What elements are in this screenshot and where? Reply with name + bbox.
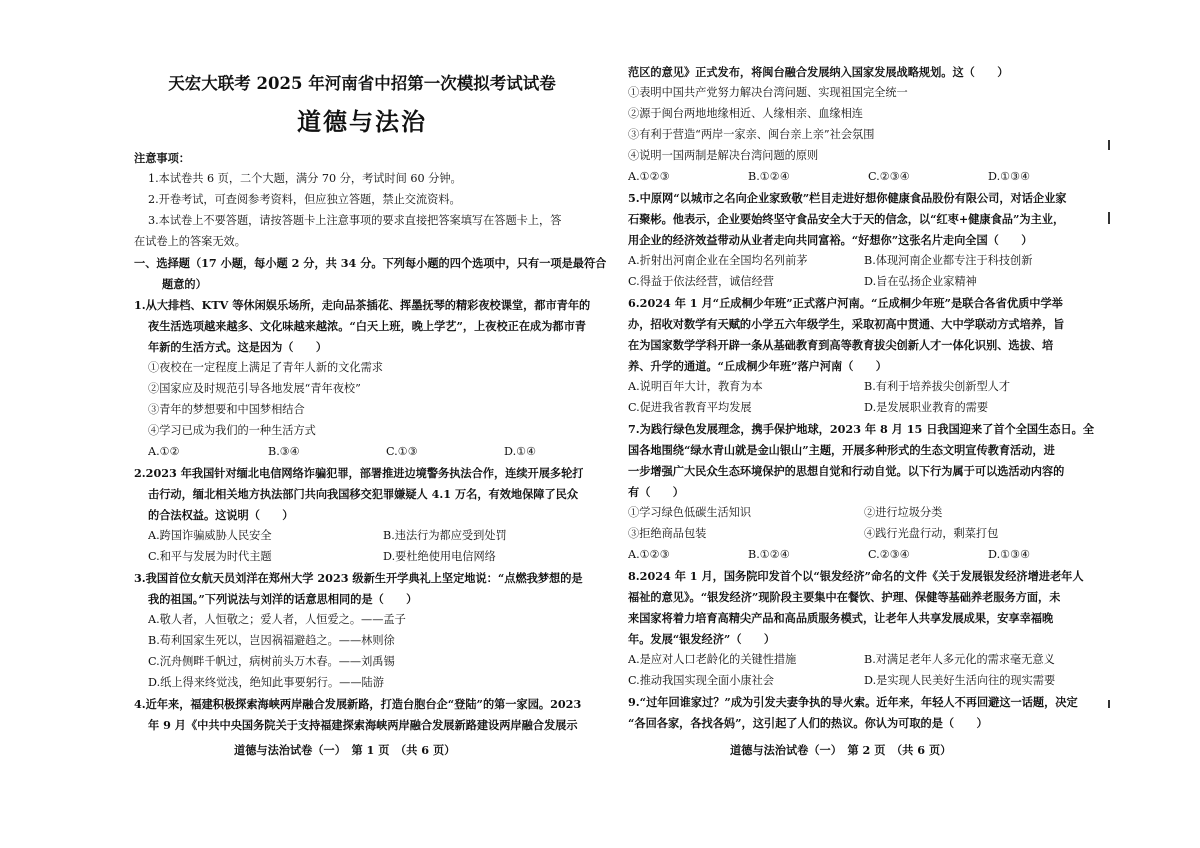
q1-option-b: B.③④ xyxy=(268,445,300,458)
q4-stem-cont: 范区的意见》正式发布，将闽台融合发展纳入国家发展战略规划。这（ ） xyxy=(628,65,1009,79)
q1-options xyxy=(148,442,588,462)
q6-stem: 在为国家数学学科开辟一条从基础教育到高等教育拔尖创新人才一体化识别、选拔、培 xyxy=(628,338,1054,352)
left-page xyxy=(134,58,607,838)
section-heading: 一、选择题（17 小题，每小题 2 分，共 34 分。下列每小题的四个选项中，只有一项是最符合 xyxy=(134,256,607,270)
q8-options-row xyxy=(628,671,1088,691)
q7-stem: 有（ ） xyxy=(628,485,684,499)
page-footer: 道德与法治试卷（一） 第 2 页 （共 6 页） xyxy=(730,743,952,757)
q8-option-d: D.是实现人民美好生活向往的现实需要 xyxy=(864,674,1056,687)
q2-stem: 2.2023 年我国针对缅北电信网络诈骗犯罪，部署推进边境警务执法合作，连续开展多轮打 xyxy=(134,466,584,480)
q3-stem: 3.我国首位女航天员刘洋在郑州大学 2023 级新生开学典礼上坚定地说：“点燃我梦想的是 xyxy=(134,571,583,585)
q6-options-row xyxy=(628,398,1088,418)
q8-stem: 来国家将着力培育高精尖产品和高品质服务模式，让老年人共享发展成果，安享幸福晚 xyxy=(628,611,1054,625)
q5-option-c: C.得益于依法经营，诚信经营 xyxy=(628,275,774,288)
q3-option-c: C.沉舟侧畔千帆过，病树前头万木春。——刘禹锡 xyxy=(148,655,395,668)
q3-option-b: B.苟利国家生死以，岂因祸福避趋之。——林则徐 xyxy=(148,634,395,647)
q4-stem: 4.近年来，福建积极探索海峡两岸融合发展新路，打造台胞台企“登陆”的第一家园。2023 xyxy=(134,697,582,711)
q3-option-a: A.敬人者，人恒敬之；爱人者，人恒爱之。——孟子 xyxy=(148,613,406,626)
q5-options-row xyxy=(628,272,1088,292)
q1-item: ④学习已成为我们的一种生活方式 xyxy=(148,424,316,437)
q8-options-row xyxy=(628,650,1088,670)
q7-items-row xyxy=(628,503,1088,523)
note-line: 3.本试卷上不要答题，请按答题卡上注意事项的要求直接把答案填写在答题卡上，答 xyxy=(148,214,562,227)
q8-option-c: C.推动我国实现全面小康社会 xyxy=(628,674,774,687)
q1-stem: 1.从大排档、KTV 等休闲娱乐场所，走向品茶插花、挥墨抚琴的精彩夜校课堂，都市青年的 xyxy=(134,298,591,312)
q8-option-b: B.对满足老年人多元化的需求毫无意义 xyxy=(864,653,1055,666)
q3-option-d: D.纸上得来终觉浅，绝知此事要躬行。——陆游 xyxy=(148,676,384,689)
exam-title: 天宏大联考 2025 年河南省中招第一次模拟考试试卷 xyxy=(168,74,556,93)
q2-options-row xyxy=(148,547,588,567)
q2-option-a: A.跨国诈骗威胁人民安全 xyxy=(148,529,272,542)
q5-option-a: A.折射出河南企业在全国均名列前茅 xyxy=(628,254,808,267)
q4-item: ④说明一国两制是解决台湾问题的原则 xyxy=(628,149,819,162)
q6-options-row xyxy=(628,377,1088,397)
q8-stem: 8.2024 年 1 月，国务院印发首个以“银发经济”命名的文件《关于发展银发经济增进老年人 xyxy=(628,569,1084,583)
q5-stem: 石聚彬。他表示，企业要始终坚守食品安全大于天的信念，以“红枣+健康食品”为主业， xyxy=(628,212,1065,226)
note-line: 在试卷上的答案无效。 xyxy=(134,235,246,248)
q1-item: ③青年的梦想要和中国梦相结合 xyxy=(148,403,305,416)
note-line: 1.本试卷共 6 页，二个大题，满分 70 分，考试时间 60 分钟。 xyxy=(148,172,462,185)
q5-option-d: D.旨在弘扬企业家精神 xyxy=(864,275,977,288)
section-heading: 题意的） xyxy=(162,277,207,291)
q1-stem: 夜生活选项越来越多、文化味越来越浓。“白天上班，晚上学艺”，上夜校正在成为都市青 xyxy=(148,319,586,333)
q1-option-c: C.①③ xyxy=(386,445,418,458)
q1-option-d: D.①④ xyxy=(504,445,537,458)
q8-stem: 福祉的意见》。“银发经济”现阶段主要集中在餐饮、护理、保健等基础养老服务方面，未 xyxy=(628,590,1061,604)
q9-stem: “各回各家，各找各妈”，这引起了人们的热议。你认为可取的是（ ） xyxy=(628,716,988,730)
q4-item: ②源于闽台两地地缘相近、人缘相亲、血缘相连 xyxy=(628,107,863,120)
q4-stem: 年 9 月《中共中央国务院关于支持福建探索海峡两岸融合发展新路建设两岸融合发展示 xyxy=(148,718,578,732)
q7-option-b: B.①②④ xyxy=(748,548,790,561)
q1-option-a: A.①② xyxy=(148,445,180,458)
notes-heading: 注意事项： xyxy=(134,151,190,165)
q1-item: ②国家应及时规范引导各地发展“青年夜校” xyxy=(148,382,361,395)
q5-options-row xyxy=(628,251,1088,271)
q8-option-a: A.是应对人口老龄化的关键性措施 xyxy=(628,653,797,666)
q5-stem: 5.中原网“以城市之名向企业家致敬”栏目走进好想你健康食品股份有限公司，对话企业家 xyxy=(628,191,1067,205)
q2-option-b: B.违法行为都应受到处罚 xyxy=(383,529,507,542)
q2-options-row xyxy=(148,526,588,546)
q9-stem: 9.“过年回谁家过？”成为引发夫妻争执的导火索。近年来，年轻人不再回避这一话题，决定 xyxy=(628,695,1078,709)
q2-option-d: D.要杜绝使用电信网络 xyxy=(383,550,496,563)
scan-mark xyxy=(1108,700,1110,708)
note-line: 2.开卷考试，可查阅参考资料，但应独立答题，禁止交流资料。 xyxy=(148,193,461,206)
q7-option-a: A.①②③ xyxy=(628,548,670,561)
q4-options xyxy=(628,167,1088,187)
q4-item: ③有利于营造“两岸一家亲、闽台亲上亲”社会氛围 xyxy=(628,128,875,141)
q2-stem: 击行动，缅北相关地方执法部门共向我国移交犯罪嫌疑人 4.1 万名，有效地保障了民众 xyxy=(148,487,579,501)
q8-stem: 年。发展“银发经济”（ ） xyxy=(628,632,776,646)
q7-item: ②进行垃圾分类 xyxy=(864,506,943,519)
q6-stem: 养、升学的通道。“丘成桐少年班”落户河南（ ） xyxy=(628,359,887,373)
q4-option-a: A.①②③ xyxy=(628,170,670,183)
q1-stem: 年新的生活方式。这是因为（ ） xyxy=(148,340,328,354)
q5-stem: 用企业的经济效益带动从业者走向共同富裕。“好想你”这张名片走向全国（ ） xyxy=(628,233,1033,247)
q4-item: ①表明中国共产党努力解决台湾问题、实现祖国完全统一 xyxy=(628,86,908,99)
q2-option-c: C.和平与发展为时代主题 xyxy=(148,550,272,563)
q1-item: ①夜校在一定程度上满足了青年人新的文化需求 xyxy=(148,361,383,374)
q2-stem: 的合法权益。这说明（ ） xyxy=(148,508,294,522)
q4-option-d: D.①③④ xyxy=(988,170,1031,183)
q7-stem: 一步增强广大民众生态环境保护的思想自觉和行动自觉。以下行为属于可以选活动内容的 xyxy=(628,464,1065,478)
right-page xyxy=(628,58,1095,838)
q6-stem: 办，招收对数学有天赋的小学五六年级学生，采取初高中贯通、大中学联动方式培养，旨 xyxy=(628,317,1065,331)
q7-option-c: C.②③④ xyxy=(868,548,910,561)
scan-mark xyxy=(1108,140,1110,150)
q6-option-a: A.说明百年大计，教育为本 xyxy=(628,380,763,393)
q7-item: ①学习绿色低碳生活知识 xyxy=(628,506,752,519)
q4-option-c: C.②③④ xyxy=(868,170,910,183)
q6-option-d: D.是发展职业教育的需要 xyxy=(864,401,989,414)
q7-stem: 7.为践行绿色发展理念，携手保护地球，2023 年 8 月 15 日我国迎来了首个全国生态日。全 xyxy=(628,422,1095,436)
q6-stem: 6.2024 年 1 月“丘成桐少年班”正式落户河南。“丘成桐少年班”是联合各省优质中学举 xyxy=(628,296,1063,310)
subject-title: 道德与法治 xyxy=(297,107,427,136)
q6-option-c: C.促进我省教育平均发展 xyxy=(628,401,752,414)
q7-option-d: D.①③④ xyxy=(988,548,1031,561)
scan-mark xyxy=(1108,212,1110,224)
q6-option-b: B.有利于培养拔尖创新型人才 xyxy=(864,380,1011,393)
q7-options xyxy=(628,545,1088,565)
q5-option-b: B.体现河南企业都专注于科技创新 xyxy=(864,254,1033,267)
q7-stem: 国各地围绕“绿水青山就是金山银山”主题，开展多种形式的生态文明宣传教育活动，进 xyxy=(628,443,1055,457)
q7-item: ③拒绝商品包装 xyxy=(628,527,707,540)
q3-stem: 我的祖国。”下列说法与刘洋的话意思相同的是（ ） xyxy=(148,592,418,606)
q7-item: ④践行光盘行动，剩菜打包 xyxy=(864,527,999,540)
q7-items-row xyxy=(628,524,1088,544)
page-footer: 道德与法治试卷（一） 第 1 页 （共 6 页） xyxy=(234,743,456,757)
q4-option-b: B.①②④ xyxy=(748,170,790,183)
